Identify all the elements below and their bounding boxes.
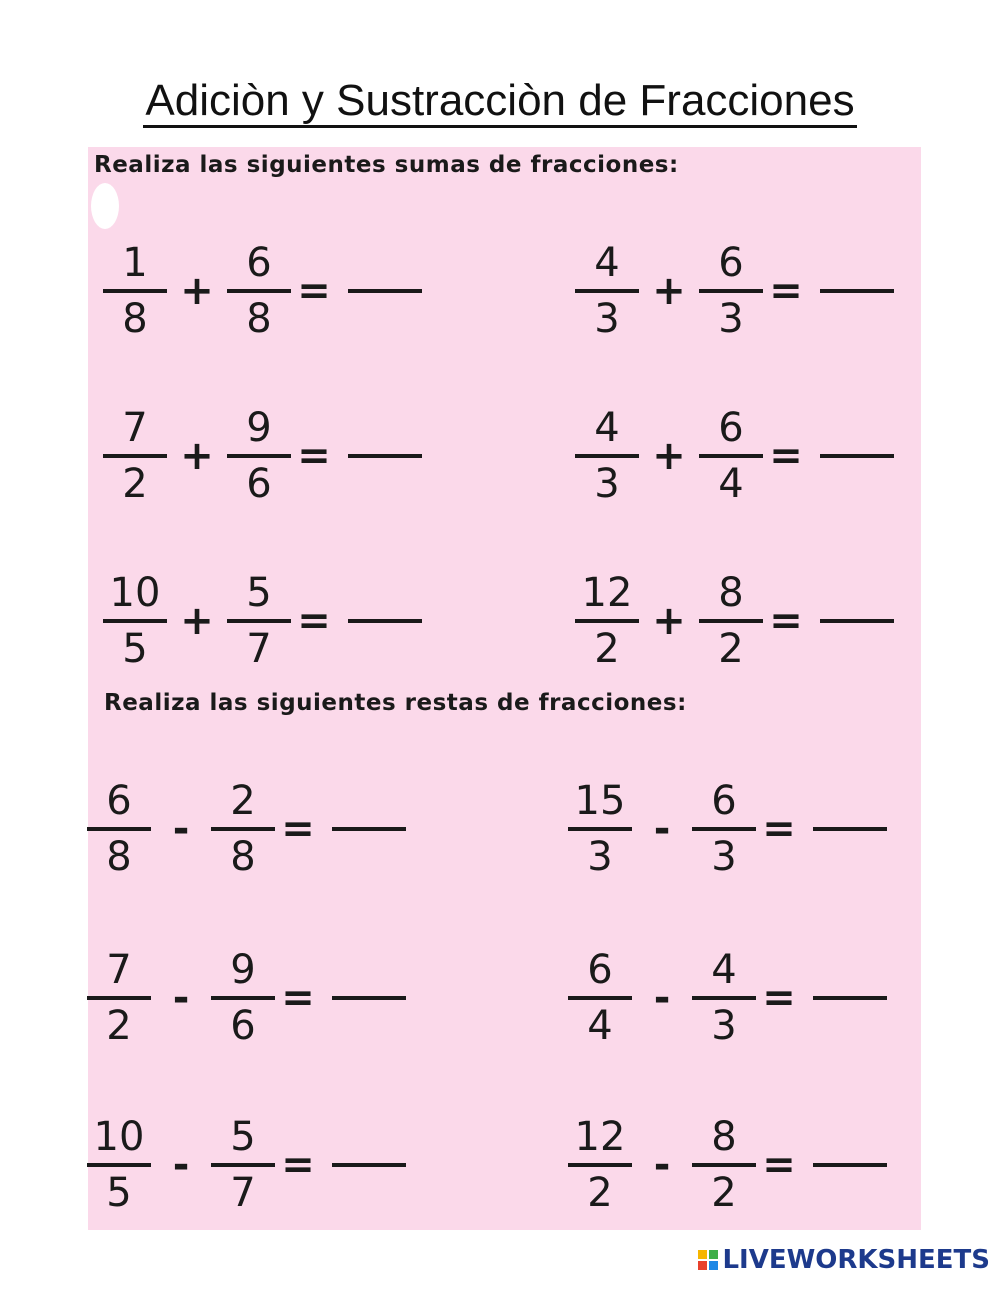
fraction [86,944,152,1052]
brand-text: LIVEWORKSHEETS [722,1245,990,1275]
numerator: 2 [230,778,256,824]
numerator: 5 [246,570,272,616]
fraction [86,775,152,883]
equals-sign: = [762,975,796,1021]
answer-blank[interactable] [820,289,894,293]
answer-blank[interactable] [813,827,887,831]
liveworksheets-logo-icon [698,1250,718,1270]
sum-exercise-2 [574,231,894,351]
minus-operator: - [172,806,190,852]
denominator: 3 [718,296,744,342]
denominator: 3 [594,461,620,507]
answer-blank[interactable] [820,454,894,458]
equals-sign: = [297,268,331,314]
logo-square [709,1250,718,1259]
numerator: 7 [122,405,148,451]
plus-operator: + [180,268,214,314]
equals-sign: = [762,806,796,852]
plus-operator: + [180,598,214,644]
answer-blank[interactable] [348,619,422,623]
plus-operator: + [652,598,686,644]
logo-square [698,1250,707,1259]
answer-blank[interactable] [813,1163,887,1167]
fraction [574,237,640,345]
fraction [691,775,757,883]
fraction [698,567,764,675]
numerator: 6 [106,778,132,824]
fraction [86,1111,152,1219]
sub-exercise-5 [86,1105,406,1225]
numerator: 10 [109,570,161,616]
denominator: 8 [106,834,132,880]
denominator: 6 [230,1003,256,1049]
sum-exercise-4 [574,396,894,516]
fraction [226,402,292,510]
numerator: 6 [711,778,737,824]
answer-dot[interactable] [91,183,119,229]
numerator: 10 [93,1114,145,1160]
numerator: 7 [106,947,132,993]
numerator: 6 [718,405,744,451]
sums-instruction: Realiza las siguientes sumas de fracciones: [94,152,679,178]
denominator: 2 [587,1170,613,1216]
numerator: 8 [718,570,744,616]
minus-operator: - [172,1142,190,1188]
sum-exercise-3 [102,396,422,516]
answer-blank[interactable] [332,827,406,831]
denominator: 8 [230,834,256,880]
numerator: 6 [587,947,613,993]
denominator: 2 [718,626,744,672]
sum-exercise-5 [102,561,422,681]
sum-exercise-6 [574,561,894,681]
denominator: 2 [106,1003,132,1049]
equals-sign: = [281,806,315,852]
plus-operator: + [180,433,214,479]
plus-operator: + [652,268,686,314]
numerator: 1 [122,240,148,286]
denominator: 7 [230,1170,256,1216]
page-title: Adiciòn y Sustracciòn de Fracciones [0,76,1000,126]
sub-exercise-4 [567,938,887,1058]
liveworksheets-brand [698,1245,990,1275]
fraction [210,775,276,883]
denominator: 6 [246,461,272,507]
logo-square [698,1261,707,1270]
numerator: 6 [246,240,272,286]
denominator: 3 [587,834,613,880]
denominator: 4 [587,1003,613,1049]
answer-blank[interactable] [332,1163,406,1167]
fraction [574,402,640,510]
denominator: 5 [122,626,148,672]
denominator: 2 [122,461,148,507]
equals-sign: = [281,1142,315,1188]
sum-exercise-1 [102,231,422,351]
equals-sign: = [297,598,331,644]
numerator: 9 [230,947,256,993]
sub-exercise-1 [86,769,406,889]
numerator: 5 [230,1114,256,1160]
denominator: 8 [246,296,272,342]
subs-instruction: Realiza las siguientes restas de fracciones: [104,690,687,716]
sub-exercise-2 [567,769,887,889]
denominator: 8 [122,296,148,342]
fraction [210,1111,276,1219]
denominator: 7 [246,626,272,672]
minus-operator: - [653,1142,671,1188]
fraction [698,237,764,345]
minus-operator: - [653,975,671,1021]
answer-blank[interactable] [348,289,422,293]
numerator: 6 [718,240,744,286]
numerator: 4 [594,240,620,286]
fraction [698,402,764,510]
answer-blank[interactable] [820,619,894,623]
equals-sign: = [769,268,803,314]
denominator: 5 [106,1170,132,1216]
answer-blank[interactable] [813,996,887,1000]
minus-operator: - [172,975,190,1021]
numerator: 15 [574,778,626,824]
answer-blank[interactable] [332,996,406,1000]
fraction [226,237,292,345]
denominator: 4 [718,461,744,507]
fraction [691,1111,757,1219]
numerator: 12 [574,1114,626,1160]
numerator: 8 [711,1114,737,1160]
equals-sign: = [281,975,315,1021]
fraction [691,944,757,1052]
fraction [226,567,292,675]
denominator: 3 [711,1003,737,1049]
denominator: 3 [711,834,737,880]
logo-square [709,1261,718,1270]
minus-operator: - [653,806,671,852]
fraction [574,567,640,675]
equals-sign: = [769,433,803,479]
numerator: 12 [581,570,633,616]
fraction [102,237,168,345]
equals-sign: = [769,598,803,644]
plus-operator: + [652,433,686,479]
fraction [567,775,633,883]
fraction [102,567,168,675]
fraction [567,1111,633,1219]
numerator: 9 [246,405,272,451]
sub-exercise-3 [86,938,406,1058]
fraction [210,944,276,1052]
answer-blank[interactable] [348,454,422,458]
equals-sign: = [762,1142,796,1188]
numerator: 4 [711,947,737,993]
numerator: 4 [594,405,620,451]
sub-exercise-6 [567,1105,887,1225]
fraction [102,402,168,510]
equals-sign: = [297,433,331,479]
denominator: 2 [594,626,620,672]
fraction [567,944,633,1052]
denominator: 2 [711,1170,737,1216]
denominator: 3 [594,296,620,342]
